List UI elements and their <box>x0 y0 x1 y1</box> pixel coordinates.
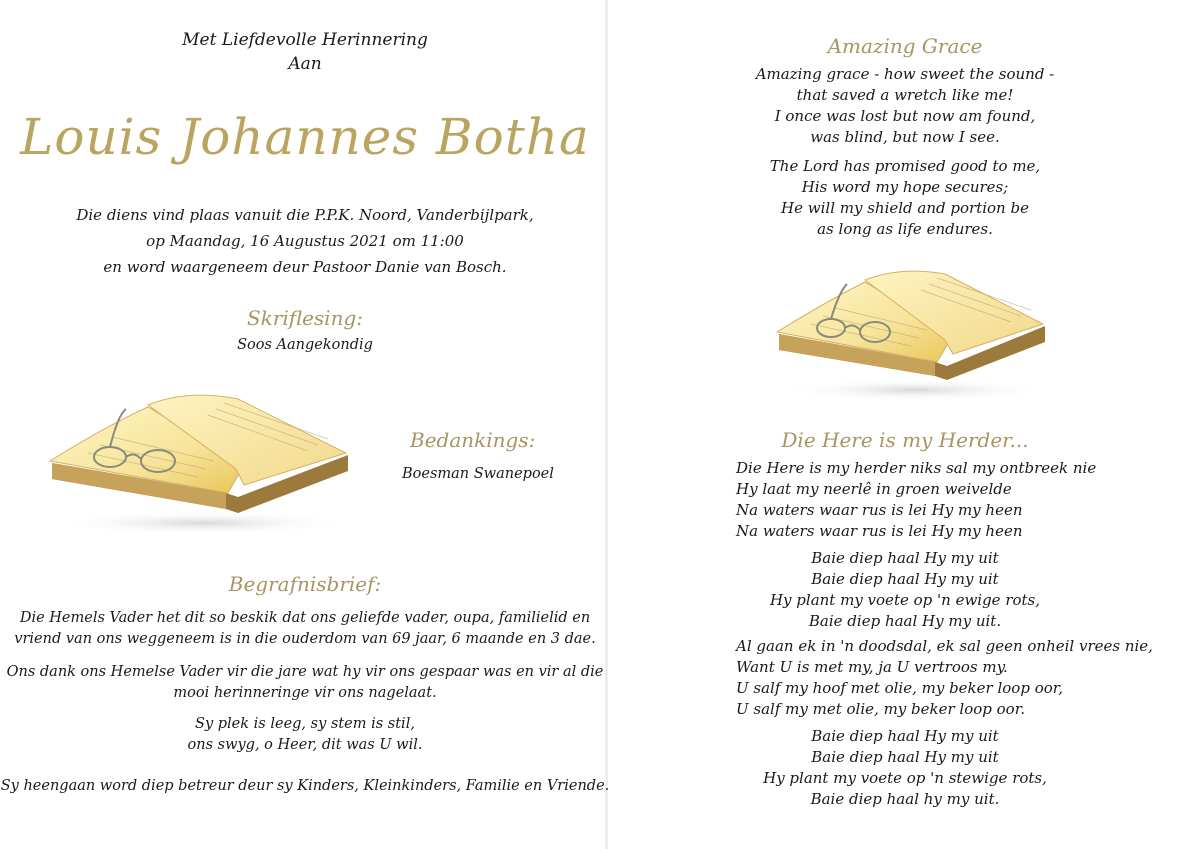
header-line-1: Met Liefdevolle Herinnering <box>182 30 428 50</box>
psalm-line: U salf my met olie, my beker loop oor. <box>736 700 1025 718</box>
psalm-line: Baie diep haal Hy my uit <box>811 727 999 745</box>
hymn-line: was blind, but now I see. <box>810 128 1000 146</box>
psalm-line: Want U is met my, ja U vertroos my. <box>736 658 1008 676</box>
burial-line: Die Hemels Vader het dit so beskik dat ons geliefde vader, oupa, familielid en <box>19 610 591 626</box>
burial-heading: Begrafnisbrief: <box>228 572 382 596</box>
burial-paragraph-2 <box>0 662 610 704</box>
hymn-line: that saved a wretch like me! <box>796 86 1014 104</box>
psalm-line: Hy plant my voete op 'n ewige rots, <box>769 591 1041 609</box>
psalm-line: Na waters waar rus is lei Hy my heen <box>736 522 1023 540</box>
hymn-line: The Lord has promised good to me, <box>769 157 1041 175</box>
psalm-stanza-2 <box>736 636 1153 720</box>
psalm-stanza-1 <box>736 458 1096 542</box>
burial-line: Ons dank ons Hemelse Vader vir die jare wat hy vir ons gespaar was en vir al die <box>6 664 604 680</box>
hymn-line: He will my shield and portion be <box>781 199 1029 217</box>
burial-line: ons swyg, o Heer, dit was U wil. <box>187 737 423 753</box>
psalm-line: U salf my hoof met olie, my beker loop oor, <box>736 679 1064 697</box>
service-details <box>0 202 610 280</box>
burial-line: mooi herinneringe vir ons nagelaat. <box>173 685 437 701</box>
burial-line: vriend van ons weggeneem is in die ouderdom van 69 jaar, 6 maande en 3 dae. <box>14 631 596 647</box>
psalm-line: Na waters waar rus is lei Hy my heen <box>736 501 1023 519</box>
psalm-line: Al gaan ek in 'n doodsdal, ek sal geen onheil vrees nie, <box>736 637 1153 655</box>
scripture-heading: Skriflesing: <box>246 306 364 330</box>
thanks-text: Boesman Swanepoel <box>402 466 554 482</box>
right-page <box>610 0 1200 849</box>
psalm-line: Hy plant my voete op 'n stewige rots, <box>763 769 1047 787</box>
burial-line: Sy plek is leeg, sy stem is stil, <box>195 716 415 732</box>
service-line: op Maandag, 16 Augustus 2021 om 11:00 <box>146 232 464 250</box>
thanks-heading: Bedankings: <box>410 428 536 452</box>
hymn-verse-2 <box>610 156 1200 240</box>
service-line: Die diens vind plaas vanuit die P.P.K. Noord, Vanderbijlpark, <box>76 206 534 224</box>
psalm-refrain-1 <box>610 548 1200 632</box>
hymn-line: I once was lost but now am found, <box>774 107 1036 125</box>
psalm-line: Hy laat my neerlê in groen weivelde <box>736 480 1012 498</box>
hymn-title: Amazing Grace <box>827 34 983 58</box>
open-book-with-spectacles-icon <box>48 385 353 539</box>
psalm-line: Baie diep haal Hy my uit. <box>808 612 1002 630</box>
psalm-line: Baie diep haal Hy my uit <box>811 570 999 588</box>
psalm-line: Baie diep haal Hy my uit <box>811 748 999 766</box>
hymn-line: as long as life endures. <box>817 220 993 238</box>
scripture-text: Soos Aangekondig <box>237 337 373 353</box>
burial-paragraph-1 <box>0 608 610 650</box>
psalm-title: Die Here is my Herder... <box>781 428 1029 452</box>
psalm-line: Baie diep haal hy my uit. <box>810 790 1000 808</box>
hymn-verse-1 <box>610 64 1200 148</box>
service-line: en word waargeneem deur Pastoor Danie van Bosch. <box>103 258 507 276</box>
burial-poem <box>0 714 610 756</box>
psalm-refrain-2 <box>610 726 1200 810</box>
psalm-line: Baie diep haal Hy my uit <box>811 549 999 567</box>
header-line-2: Aan <box>288 54 322 74</box>
hymn-line: His word my hope secures; <box>801 178 1009 196</box>
open-book-with-spectacles-icon <box>775 262 1050 406</box>
hymn-line: Amazing grace - how sweet the sound - <box>755 65 1055 83</box>
burial-paragraph-4: Sy heengaan word diep betreur deur sy Kinders, Kleinkinders, Familie en Vriende. <box>0 778 610 794</box>
deceased-name: Louis Johannes Botha <box>20 108 590 166</box>
psalm-line: Die Here is my herder niks sal my ontbreek nie <box>736 459 1097 477</box>
